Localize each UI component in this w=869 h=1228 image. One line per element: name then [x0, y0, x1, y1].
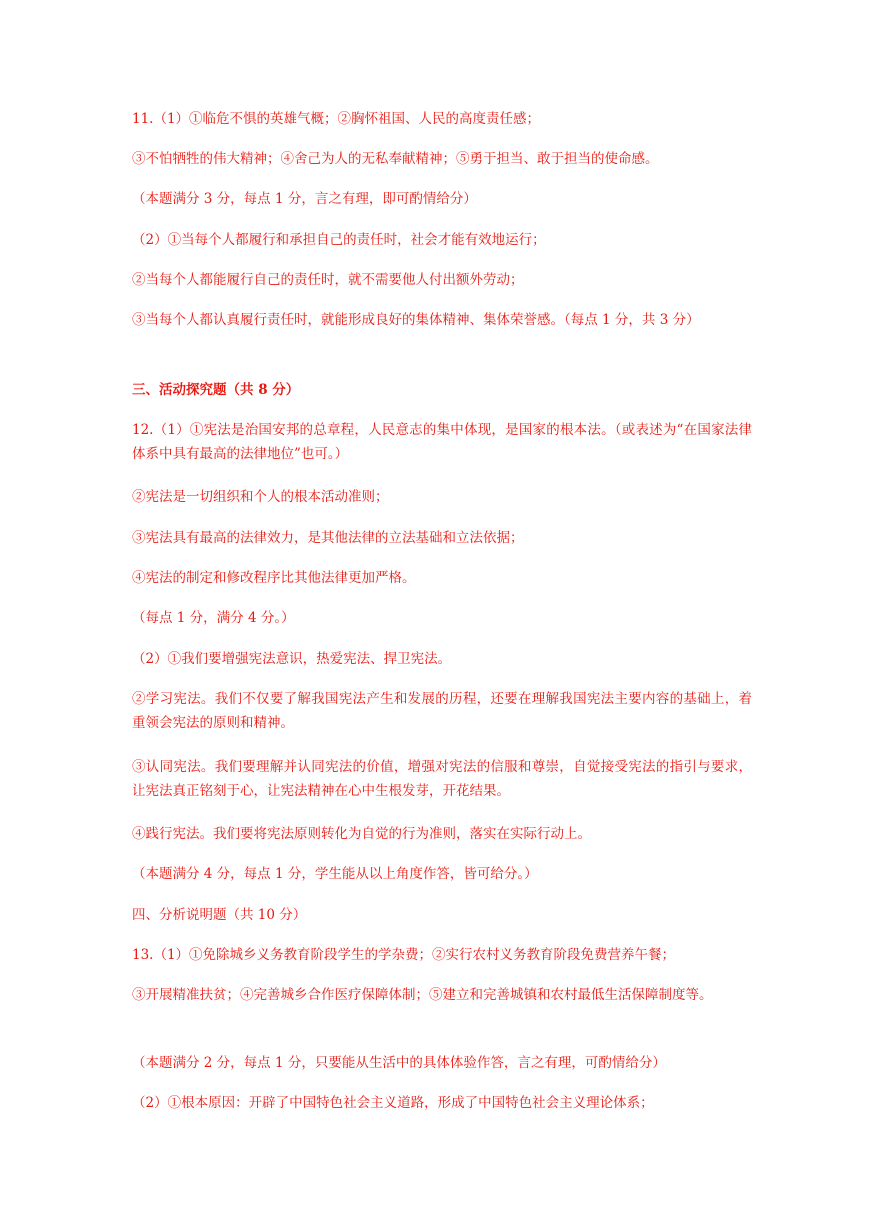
answer-12-2-point-3: ③认同宪法。我们要理解并认同宪法的价值，增强对宪法的信服和尊崇，自觉接受宪法的指引与要求，让宪法真正铭刻于心，让宪法精神在心中生根发芽，开花结果。 — [132, 759, 752, 799]
answer-12-1-point-3: ③宪法具有最高的法律效力，是其他法律的立法基础和立法依据； — [132, 530, 524, 546]
answer-13-1-line-1: 13.（1）①免除城乡义务教育阶段学生的学杂费；②实行农村义务教育阶段免费营养午餐； — [132, 947, 676, 963]
answer-12-1-point-1: 12.（1）①宪法是治国安邦的总章程，人民意志的集中体现，是国家的根本法。（或表述为“在国家法律体系中具有最高的法律地位”也可。） — [132, 422, 752, 462]
section-3-heading: 三、活动探究题（共 8 分） — [132, 382, 300, 398]
answer-12-2-point-2: ②学习宪法。我们不仅要了解我国宪法产生和发展的历程，还要在理解我国宪法主要内容的基础上，着重领会宪法的原则和精神。 — [132, 691, 752, 731]
answer-11-1-line-2: ③不怕牺牲的伟大精神；④舍己为人的无私奉献精神；⑤勇于担当、敢于担当的使命感。 — [132, 151, 659, 167]
answer-12-1-scoring-note: （每点 1 分，满分 4 分。） — [132, 610, 295, 626]
answer-13-1-scoring-note: （本题满分 2 分，每点 1 分，只要能从生活中的具体体验作答，言之有理，可酌情给分） — [132, 1055, 666, 1071]
section-4-heading: 四、分析说明题（共 10 分） — [132, 907, 307, 923]
answer-13-2-point-1: （2）①根本原因：开辟了中国特色社会主义道路，形成了中国特色社会主义理论体系； — [132, 1095, 654, 1111]
answer-11-2-point-1: （2）①当每个人都履行和承担自己的责任时，社会才能有效地运行； — [132, 232, 546, 248]
answer-12-2-point-4: ④践行宪法。我们要将宪法原则转化为自觉的行为准则，落实在实际行动上。 — [132, 826, 591, 842]
answer-12-2-scoring-note: （本题满分 4 分，每点 1 分，学生能从以上角度作答，皆可给分。） — [132, 866, 538, 882]
answer-11-1-line-1: 11.（1）①临危不惧的英雄气概；②胸怀祖国、人民的高度责任感； — [132, 111, 541, 127]
answer-13-1-line-2: ③开展精准扶贫；④完善城乡合作医疗保障体制；⑤建立和完善城镇和农村最低生活保障制度等。 — [132, 987, 713, 1003]
answer-11-1-scoring-note: （本题满分 3 分，每点 1 分，言之有理，即可酌情给分） — [132, 191, 477, 207]
answer-12-1-point-4: ④宪法的制定和修改程序比其他法律更加严格。 — [132, 570, 416, 586]
answer-11-2-point-3: ③当每个人都认真履行责任时，就能形成良好的集体精神、集体荣誉感。（每点 1 分，共 3 分） — [132, 312, 700, 328]
answer-12-2-point-1: （2）①我们要增强宪法意识，热爱宪法、捍卫宪法。 — [132, 651, 452, 667]
answer-12-1-point-2: ②宪法是一切组织和个人的根本活动准则； — [132, 489, 389, 505]
answer-11-2-point-2: ②当每个人都能履行自己的责任时，就不需要他人付出额外劳动； — [132, 272, 524, 288]
